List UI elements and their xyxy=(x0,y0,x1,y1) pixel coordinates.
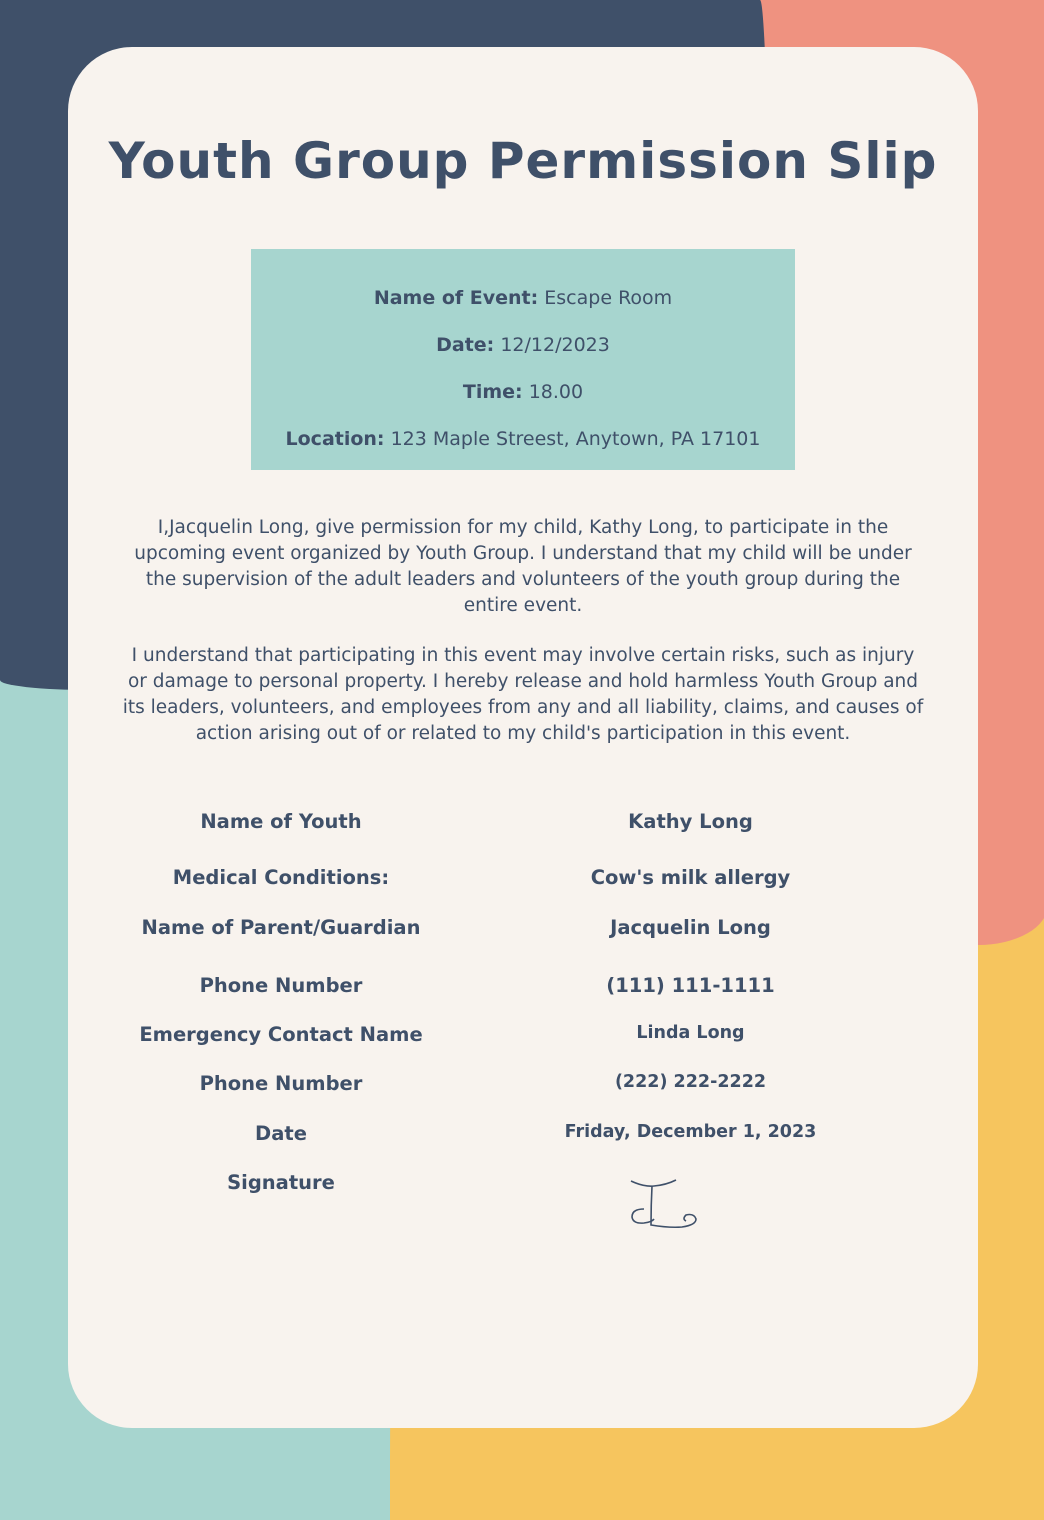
page-title: Youth Group Permission Slip xyxy=(108,132,938,190)
event-location: Location: 123 Maple Streest, Anytown, PA 17101 xyxy=(285,428,761,450)
field-label: Phone Number xyxy=(199,1072,363,1095)
event-name: Name of Event: Escape Room xyxy=(373,287,673,309)
field-label: Name of Youth xyxy=(200,810,362,833)
field-value: Cow's milk allergy xyxy=(590,866,791,889)
field-value: (111) 111-1111 xyxy=(606,974,775,997)
event-date: Date: 12/12/2023 xyxy=(436,334,610,356)
signature-image xyxy=(624,1175,714,1235)
event-details-box xyxy=(251,249,795,470)
field-label: Medical Conditions: xyxy=(172,866,390,889)
field-label: Phone Number xyxy=(199,974,363,997)
signature-label: Signature xyxy=(227,1171,335,1194)
liability-paragraph: I understand that participating in this event may involve certain risks, such as injury or damage to personal property. I hereby release and hold harmless Youth Group and its leaders, volunteers, and employees from any and all liability, claims, and causes of action arising out of or related to my child's participation in this event. xyxy=(122,645,924,744)
field-label: Date xyxy=(255,1122,307,1145)
field-value: Linda Long xyxy=(636,1023,745,1043)
permission-paragraph: I,Jacquelin Long, give permission for my child, Kathy Long, to participate in the upcoming event organized by Youth Group. I understand that my child will be under the supervision of the adult leaders and volunteers of the youth group during the entire event. xyxy=(134,517,912,616)
field-label: Name of Parent/Guardian xyxy=(141,916,421,939)
field-value: Jacquelin Long xyxy=(610,916,771,939)
permission-slip-card xyxy=(68,47,978,1428)
field-value: (222) 222-2222 xyxy=(614,1072,767,1092)
event-time: Time: 18.00 xyxy=(462,381,584,403)
field-value: Friday, December 1, 2023 xyxy=(564,1122,817,1142)
field-label: Emergency Contact Name xyxy=(139,1023,423,1046)
field-value: Kathy Long xyxy=(628,810,753,833)
